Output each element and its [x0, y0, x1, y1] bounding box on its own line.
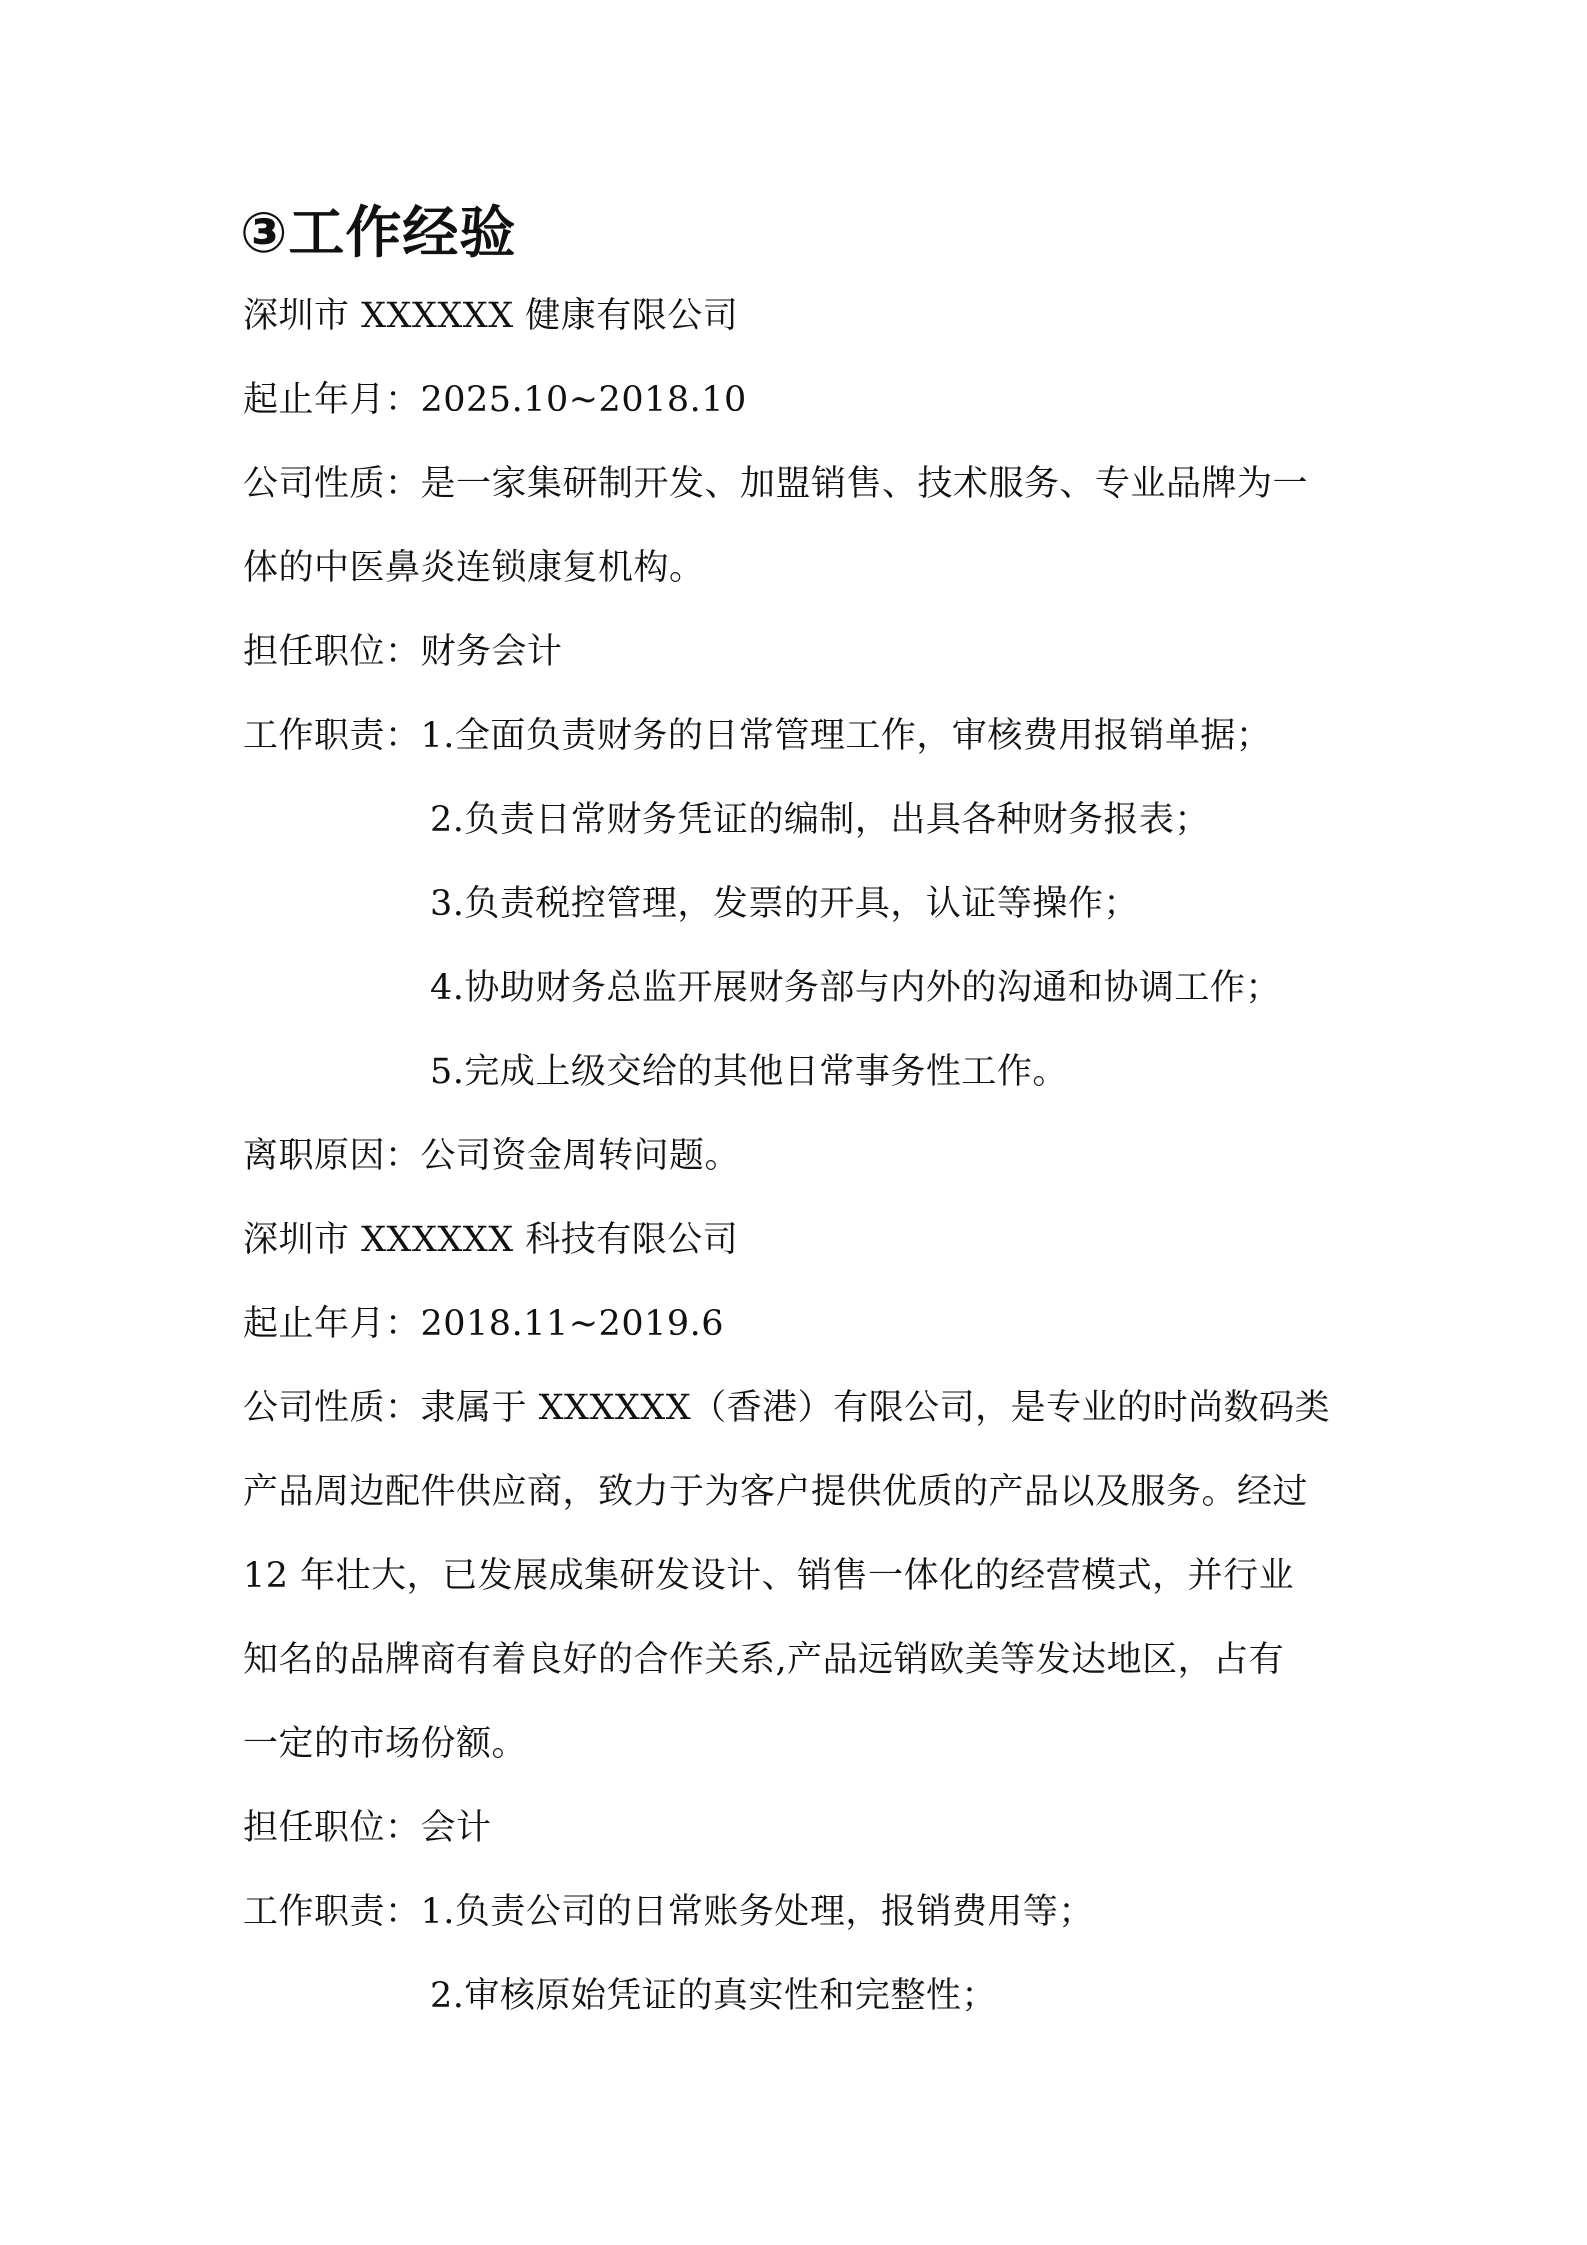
job2-nature-line: 12 年壮大，已发展成集研发设计、销售一体化的经营模式，并行业 — [243, 1556, 1295, 1596]
job2-period: 起止年月：2018.11~2019.6 — [243, 1304, 725, 1344]
job1-leave-reason: 离职原因：公司资金周转问题。 — [243, 1136, 741, 1176]
job1-company: 深圳市 XXXXXX 健康有限公司 — [243, 296, 739, 336]
job1-period: 起止年月：2025.10~2018.10 — [243, 380, 747, 420]
section-title: ③工作经验 — [240, 201, 517, 266]
job2-nature-line: 产品周边配件供应商，致力于为客户提供优质的产品以及服务。经过 — [243, 1472, 1309, 1512]
job2-nature-line: 一定的市场份额。 — [243, 1724, 528, 1764]
job1-duty: 4.协助财务总监开展财务部与内外的沟通和协调工作； — [430, 968, 1281, 1008]
job1-duty: 5.完成上级交给的其他日常事务性工作。 — [430, 1052, 1068, 1092]
job1-nature-line: 体的中医鼻炎连锁康复机构。 — [243, 548, 705, 588]
job1-position: 担任职位：财务会计 — [243, 632, 563, 672]
job2-position: 担任职位：会计 — [243, 1808, 492, 1848]
job2-company: 深圳市 XXXXXX 科技有限公司 — [243, 1220, 739, 1260]
job2-duty: 工作职责：1.负责公司的日常账务处理，报销费用等； — [243, 1892, 1094, 1932]
job2-duty: 2.审核原始凭证的真实性和完整性； — [430, 1976, 997, 2016]
job2-nature-line: 知名的品牌商有着良好的合作关系,产品远销欧美等发达地区，占有 — [243, 1640, 1285, 1680]
job1-nature-line: 公司性质：是一家集研制开发、加盟销售、技术服务、专业品牌为一 — [243, 464, 1309, 504]
job1-duty: 工作职责：1.全面负责财务的日常管理工作，审核费用报销单据； — [243, 716, 1272, 756]
job1-duty: 3.负责税控管理，发票的开具，认证等操作； — [430, 884, 1139, 924]
job2-nature-line: 公司性质：隶属于 XXXXXX（香港）有限公司，是专业的时尚数码类 — [243, 1388, 1331, 1428]
job1-duty: 2.负责日常财务凭证的编制，出具各种财务报表； — [430, 800, 1210, 840]
